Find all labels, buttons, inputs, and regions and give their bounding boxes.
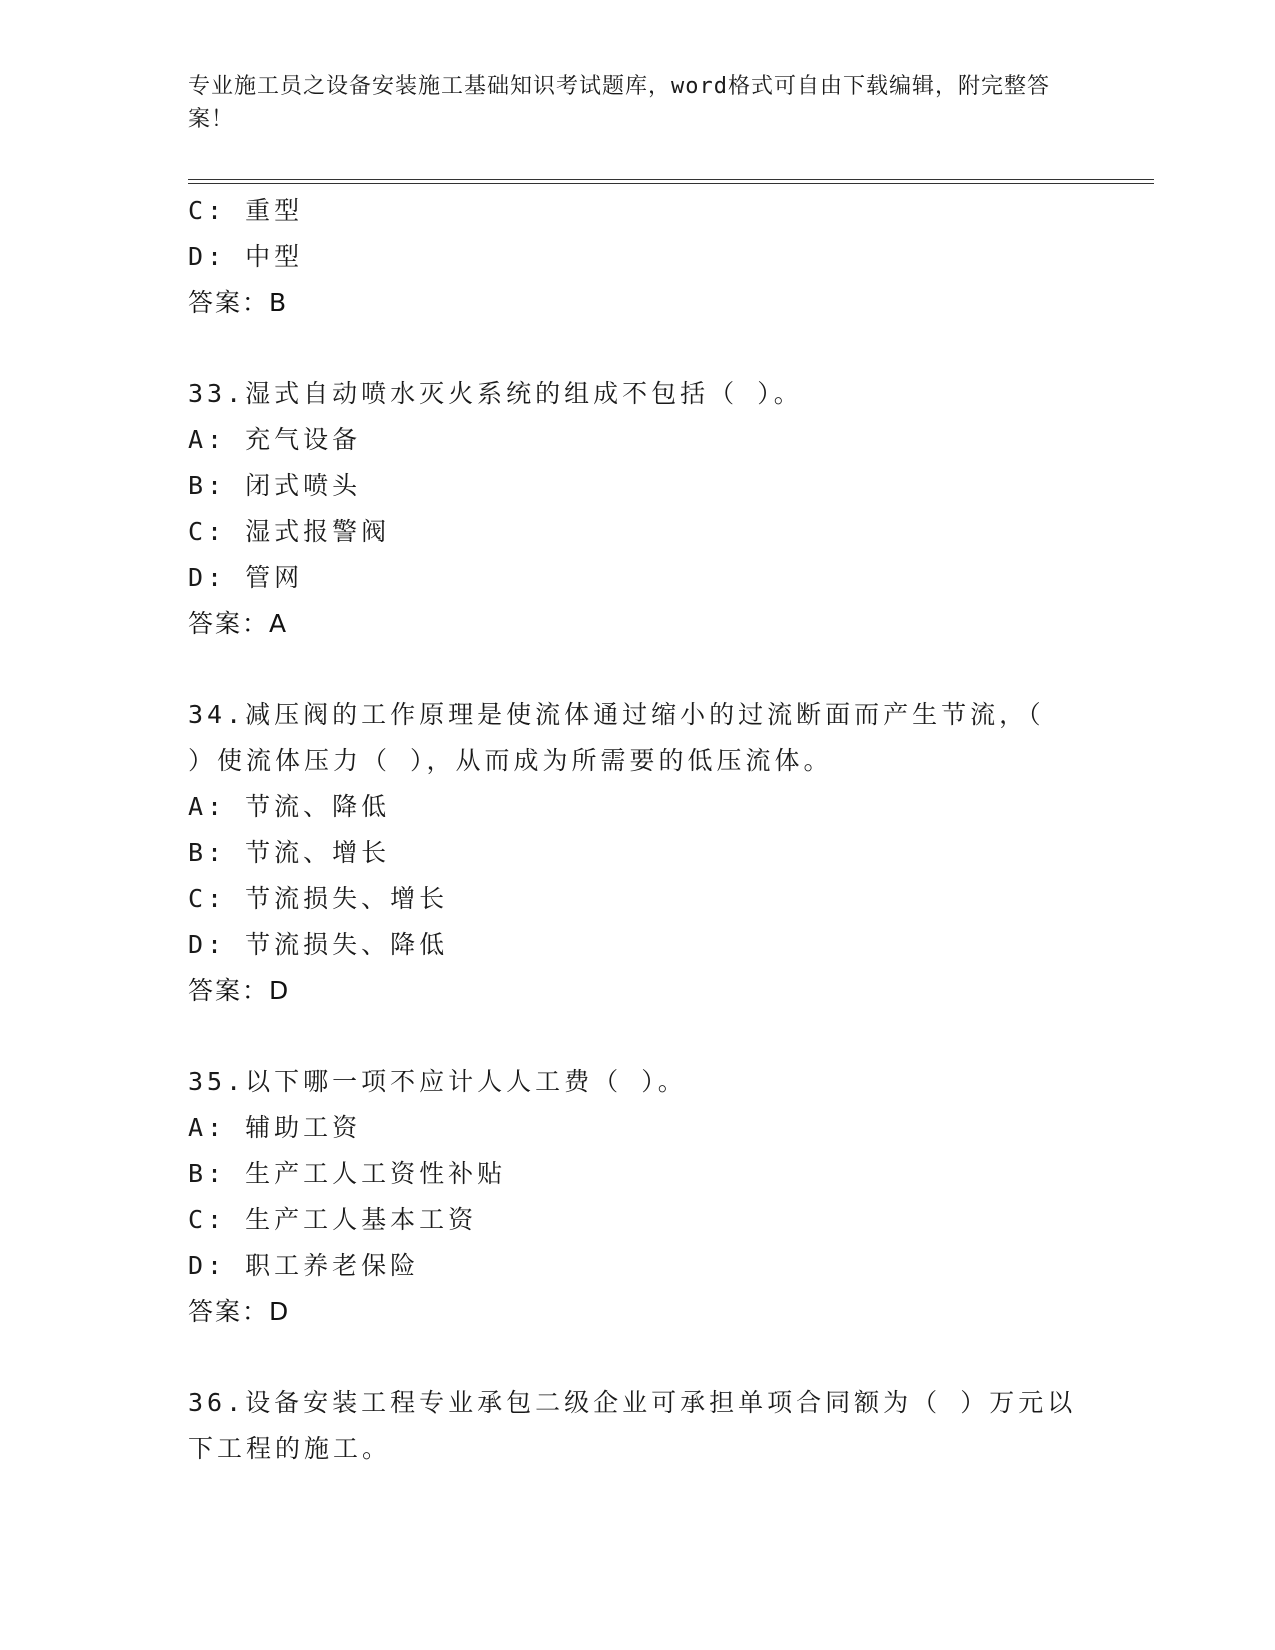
question-36 xyxy=(188,1380,1078,1472)
option-d: D: 管网 xyxy=(188,563,304,592)
answer: 答案：D xyxy=(188,976,291,1005)
question-stem: 33.湿式自动喷水灭火系统的组成不包括（ ）。 xyxy=(188,379,803,408)
option-c: C: 生产工人基本工资 xyxy=(188,1205,478,1234)
document-header: 专业施工员之设备安装施工基础知识考试题库，word格式可自由下载编辑，附完整答案！ xyxy=(188,74,1050,132)
option-d: D: 职工养老保险 xyxy=(188,1251,420,1280)
option-c: C: 湿式报警阀 xyxy=(188,517,391,546)
option-c: C: 节流损失、增长 xyxy=(188,884,449,913)
answer: 答案：A xyxy=(188,609,289,638)
question-34 xyxy=(188,692,1078,1014)
option-a: A: 充气设备 xyxy=(188,425,362,454)
header-divider-top xyxy=(188,179,1154,180)
option-b: B: 闭式喷头 xyxy=(188,471,362,500)
option-b: B: 节流、增长 xyxy=(188,838,391,867)
question-stem: 35.以下哪一项不应计人人工费（ ）。 xyxy=(188,1067,687,1096)
answer: 答案：D xyxy=(188,1297,291,1326)
answer: 答案：B xyxy=(188,288,289,317)
option-d: D: 节流损失、降低 xyxy=(188,930,449,959)
question-list xyxy=(188,188,1078,1472)
question-fragment xyxy=(188,188,1078,326)
option-a: A: 辅助工资 xyxy=(188,1113,362,1142)
option-a: A: 节流、降低 xyxy=(188,792,391,821)
question-stem: 36.设备安装工程专业承包二级企业可承担单项合同额为（ ）万元以下工程的施工。 xyxy=(188,1388,1077,1463)
header-divider-bottom xyxy=(188,183,1154,184)
option-d: D: 中型 xyxy=(188,242,304,271)
question-33 xyxy=(188,371,1078,647)
question-35 xyxy=(188,1059,1078,1335)
option-b: B: 生产工人工资性补贴 xyxy=(188,1159,507,1188)
question-stem: 34.减压阀的工作原理是使流体通过缩小的过流断面而产生节流，（ ）使流体压力（ ），从而成为所需要的低压流体。 xyxy=(188,700,1045,775)
option-c: C: 重型 xyxy=(188,196,304,225)
